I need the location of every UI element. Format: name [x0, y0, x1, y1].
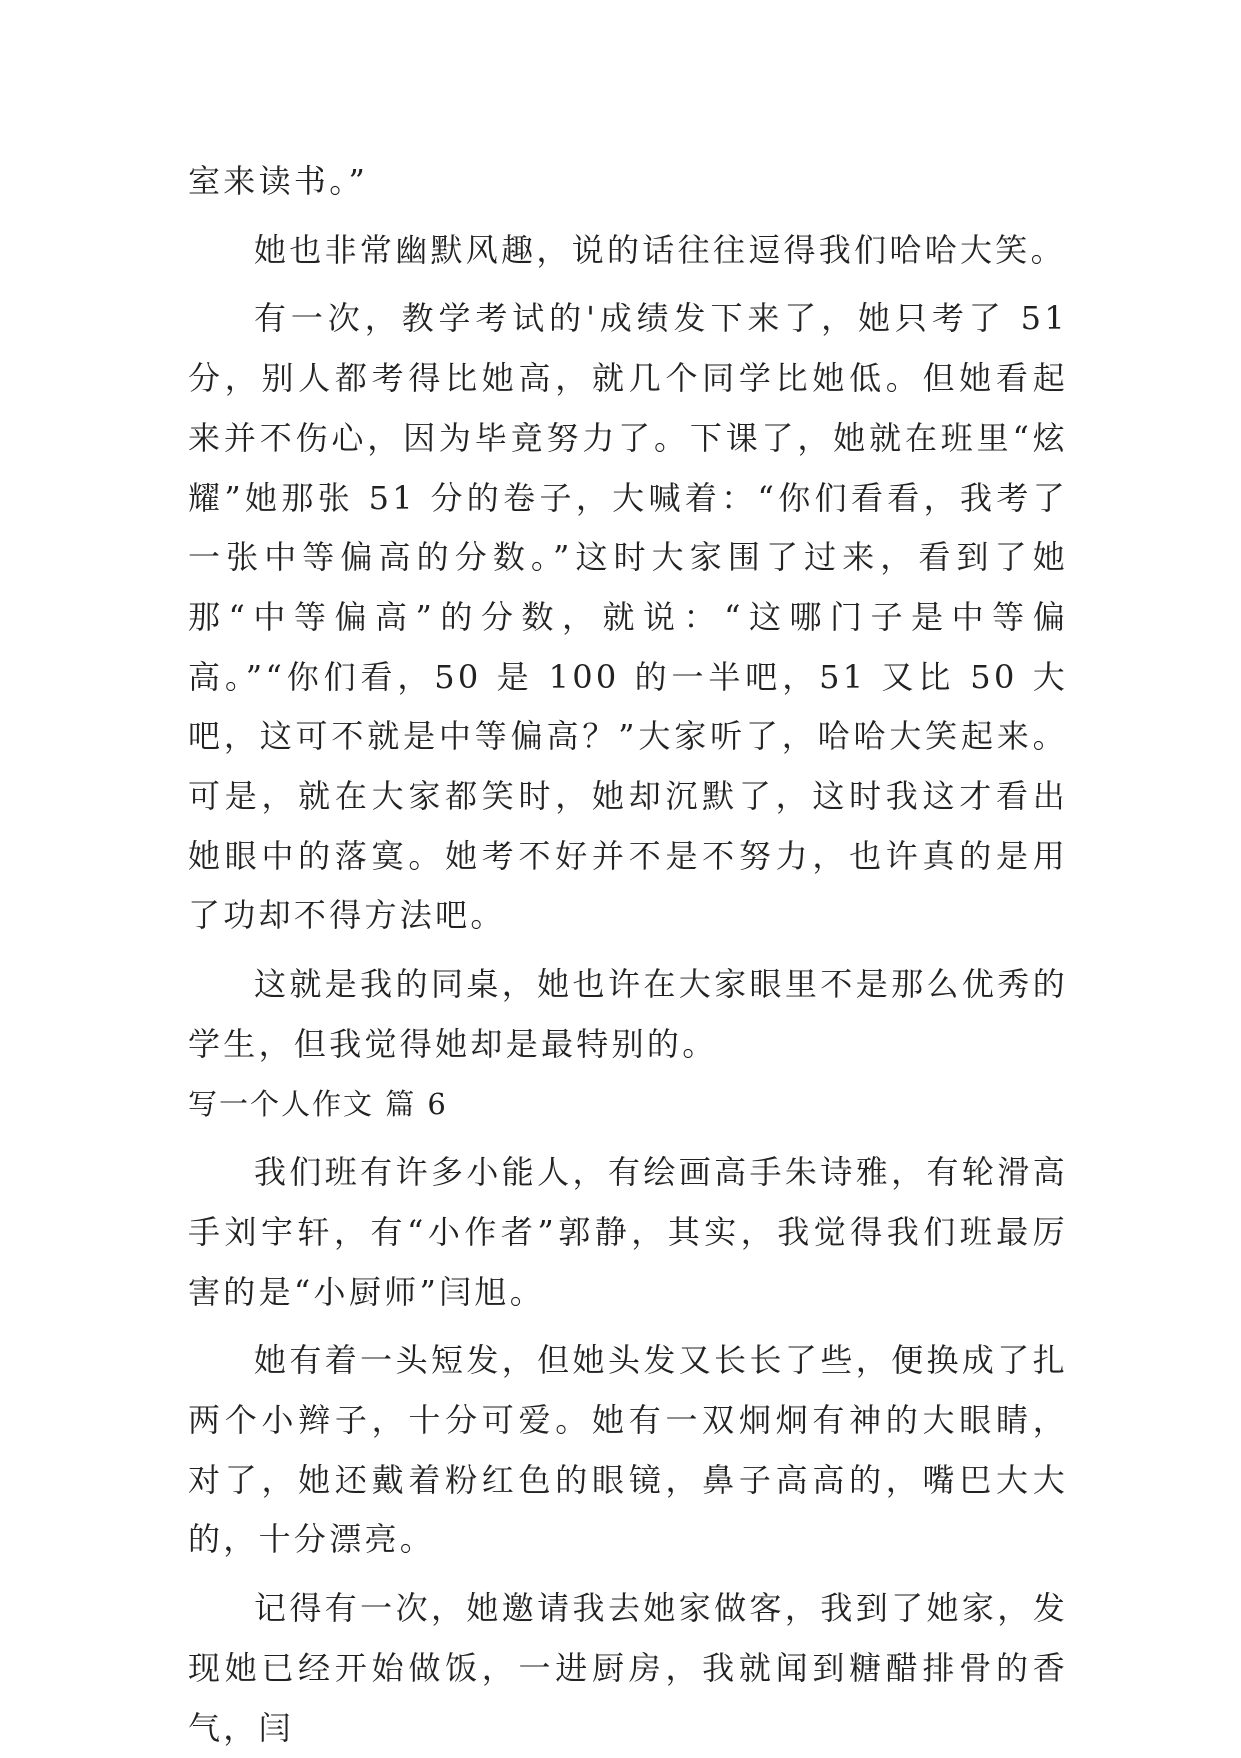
section-title: 写一个人作文 篇 6 [188, 1086, 448, 1121]
paragraph-humor: 她也非常幽默风趣，说的话往往逗得我们哈哈大笑。 [254, 230, 1066, 269]
paragraph-continuation: 室来读书。” [188, 162, 369, 200]
paragraph-appearance: 她有着一头短发，但她头发又长长了些，便换成了扎两个小辫子，十分可爱。她有一双炯炯有神的大眼睛，对了，她还戴着粉红色的眼镜，鼻子高高的，嘴巴大大的，十分漂亮。 [188, 1341, 1068, 1559]
paragraph-class-talents: 我们班有许多小能人，有绘画高手朱诗雅，有轮滑高手刘宇轩，有“小作者”郭静，其实，我觉得我们班最厉害的是“小厨师”闫旭。 [188, 1153, 1068, 1311]
paragraph-visit-story: 记得有一次，她邀请我去她家做客，我到了她家，发现她已经开始做饭，一进厨房，我就闻到糖醋排骨的香气，闫 [188, 1589, 1068, 1747]
document-body [188, 152, 1068, 1758]
paragraph-deskmate-conclusion: 这就是我的同桌，她也许在大家眼里不是那么优秀的学生，但我觉得她却是最特别的。 [188, 965, 1068, 1063]
paragraph-exam-story: 有一次，教学考试的'成绩发下来了，她只考了 51 分，别人都考得比她高，就几个同学比她低。但她看起来并不伤心，因为毕竟努力了。下课了，她就在班里“炫耀”她那张 51 分的卷子，大喊着：“你们看看，我考了一张中等偏高的分数。”这时大家围了过来，看到了她那“中等偏高”的分数，就说：“这哪门子是中等偏高。”“你们看，50 是 100 的一半吧，51 又比 50 大吧，这可不就是中等偏高？”大家听了，哈哈大笑起来。可是，就在大家都笑时，她却沉默了，这时我这才看出她眼中的落寞。她考不好并不是不努力，也许真的是用了功却不得方法吧。 [188, 299, 1068, 935]
